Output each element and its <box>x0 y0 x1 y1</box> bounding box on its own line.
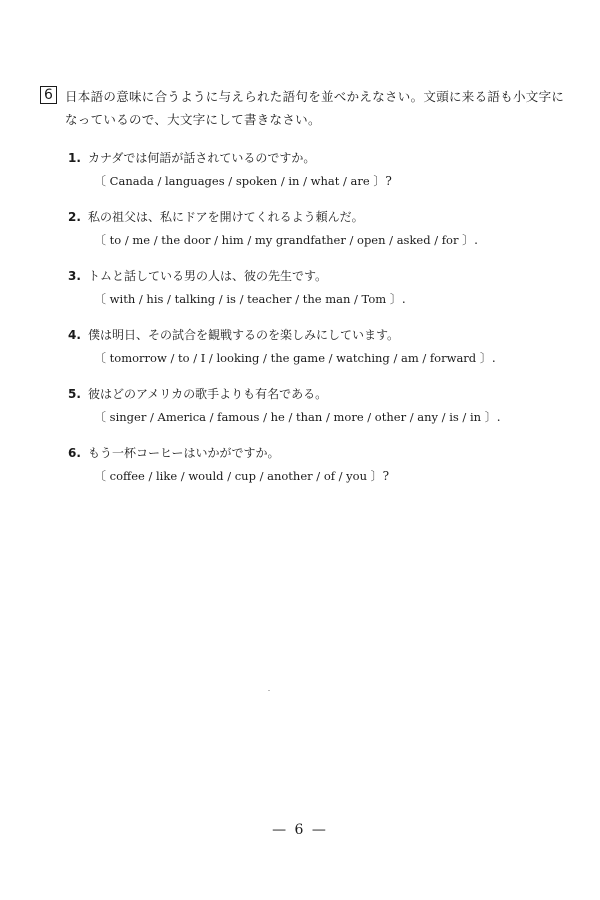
word-list: Canada / languages / spoken / in / what / are <box>109 174 370 188</box>
word-list: to / me / the door / him / my grandfather / open / asked / for <box>109 233 459 247</box>
close-bracket: 〕? <box>373 174 392 188</box>
word-list: singer / America / famous / he / than / more / other / any / is / in <box>109 410 482 424</box>
question-number: 1. <box>68 151 81 165</box>
question-japanese: トムと話している男の人は、彼の先生です。 <box>88 269 328 283</box>
question-japanese: 僕は明日、その試合を観戦するのを楽しみにしています。 <box>88 328 400 342</box>
section-instructions: 日本語の意味に合うように与えられた語句を並べかえなさい。文頭に来る語も小文字になっているので、大文字にして書きなさい。 <box>65 89 565 127</box>
open-bracket: 〔 <box>94 174 107 188</box>
open-bracket: 〔 <box>94 351 107 365</box>
word-choices <box>94 171 392 191</box>
word-list: coffee / like / would / cup / another / of / you <box>109 469 368 483</box>
close-bracket: 〕. <box>389 292 406 306</box>
word-choices <box>94 289 406 309</box>
question-number: 3. <box>68 269 81 283</box>
open-bracket: 〔 <box>94 292 107 306</box>
close-bracket: 〕. <box>462 233 478 247</box>
question-japanese: 私の祖父は、私にドアを開けてくれるよう頼んだ。 <box>88 210 364 224</box>
question-japanese: カナダでは何語が話されているのですか。 <box>88 151 316 165</box>
word-choices <box>94 466 389 486</box>
question-number: 5. <box>68 387 81 401</box>
close-bracket: 〕. <box>479 351 496 365</box>
close-bracket: 〕. <box>484 410 501 424</box>
question-number: 4. <box>68 328 81 342</box>
question-japanese: 彼はどのアメリカの歌手よりも有名である。 <box>88 387 328 401</box>
word-list: tomorrow / to / I / looking / the game / watching / am / forward <box>109 351 477 365</box>
word-choices <box>94 407 501 427</box>
word-list: with / his / talking / is / teacher / the man / Tom <box>109 292 387 306</box>
section-number-box: 6 <box>40 86 57 104</box>
open-bracket: 〔 <box>94 233 107 247</box>
question-number: 6. <box>68 446 81 460</box>
word-choices <box>94 348 496 368</box>
close-bracket: 〕? <box>370 469 390 483</box>
scan-speck <box>268 690 270 691</box>
open-bracket: 〔 <box>94 410 107 424</box>
question-japanese: もう一杯コーヒーはいかがですか。 <box>88 446 280 460</box>
word-choices <box>94 230 478 250</box>
open-bracket: 〔 <box>94 469 107 483</box>
page-number: — 6 — <box>272 822 328 838</box>
question-number: 2. <box>68 210 81 224</box>
